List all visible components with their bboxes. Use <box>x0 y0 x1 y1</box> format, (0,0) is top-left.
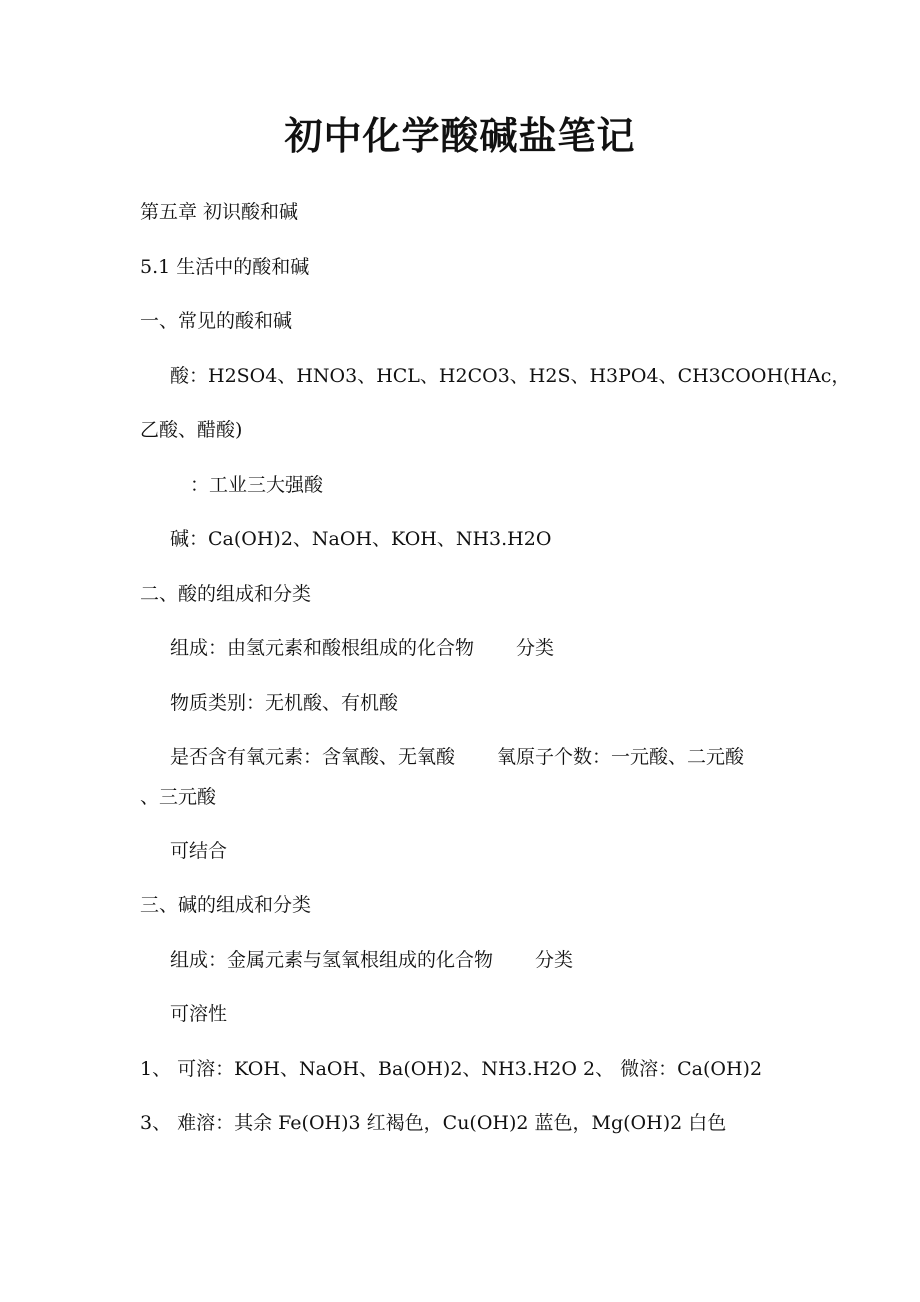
subsection-base-classification: 三、碱的组成和分类 <box>140 894 312 916</box>
soluble-bases-line: 1、 可溶：KOH、NaOH、Ba(OH)2、NH3.H2O 2、 微溶：Ca(OH)2 <box>140 1058 763 1080</box>
acid-substance-type-line: 物质类别：无机酸、有机酸 <box>170 692 399 714</box>
combinable-line: 可结合 <box>170 840 228 862</box>
document-title: 初中化学酸碱盐笔记 <box>284 113 636 158</box>
section-heading: 5.1 生活中的酸和碱 <box>140 256 310 278</box>
bases-list-line: 碱：Ca(OH)2、NaOH、KOH、NH3.H2O <box>170 528 552 550</box>
insoluble-bases-line: 3、 难溶：其余 Fe(OH)3 红褐色，Cu(OH)2 蓝色，Mg(OH)2 白色 <box>140 1112 727 1134</box>
acid-oxygen-line <box>170 743 744 771</box>
acids-list-continuation: 乙酸、醋酸) <box>140 419 243 441</box>
acid-classification-label: 分类 <box>516 637 555 659</box>
subsection-common-acids-bases: 一、常见的酸和碱 <box>140 310 293 332</box>
chapter-heading: 第五章 初识酸和碱 <box>140 201 299 223</box>
acid-composition-text: 组成：由氢元素和酸根组成的化合物 <box>170 637 475 659</box>
strong-acids-note: ：工业三大强酸 <box>190 474 324 496</box>
solubility-heading: 可溶性 <box>170 1003 228 1025</box>
acid-atom-count-continuation: 、三元酸 <box>140 786 217 808</box>
base-composition-line <box>170 946 573 974</box>
acid-oxygen-text: 是否含有氧元素：含氧酸、无氧酸 <box>170 746 456 768</box>
acids-list-line: 酸：H2SO4、HNO3、HCL、H2CO3、H2S、H3PO4、CH3COOH(HAc， <box>170 365 851 387</box>
base-composition-text: 组成：金属元素与氢氧根组成的化合物 <box>170 949 494 971</box>
acid-atom-count-text: 氧原子个数：一元酸、二元酸 <box>497 746 745 768</box>
acid-composition-line <box>170 634 554 662</box>
base-classification-label: 分类 <box>535 949 574 971</box>
subsection-acid-classification: 二、酸的组成和分类 <box>140 583 312 605</box>
